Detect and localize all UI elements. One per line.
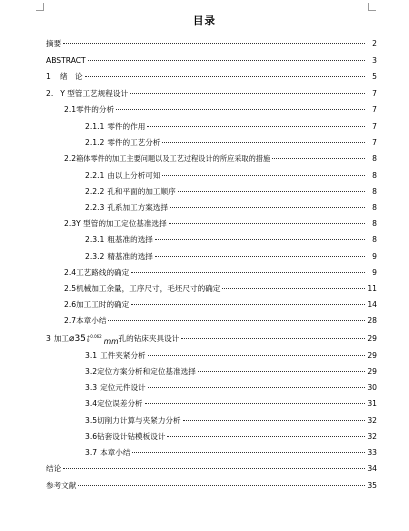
toc-leader-dots [183,420,365,421]
toc-entry-page: 9 [372,252,377,261]
toc-entry-page: 32 [367,432,377,441]
toc-entry-references[interactable] [46,480,377,491]
diameter-tolerance-formula [69,335,118,349]
toc-entry-page: 5 [372,72,377,81]
toc-entry-page: 2 [372,39,377,48]
toc-entry-abstract-cn[interactable] [46,38,377,49]
toc-entry-page: 8 [372,154,377,163]
toc-entry-page: 32 [367,416,377,425]
toc-leader-dots [63,468,365,469]
toc-entry-number: 2. [46,89,54,98]
toc-entry-label: 孔的钻床夹具设计 [118,334,180,343]
toc-entry-page: 29 [367,351,377,360]
toc-entry-label: 绪 论 [59,72,83,81]
toc-entry-1[interactable] [46,71,377,82]
toc-entry-label: 摘要 [46,39,62,48]
toc-entry-label: 零件的作用 [107,122,146,131]
toc-entry-page: 35 [367,481,377,490]
toc-entry-number: 3.2 [85,367,98,376]
toc-entry-page: 7 [372,138,377,147]
toc-entry-conclusion[interactable] [46,463,377,474]
toc-entry-number: 2.2.2 [85,187,105,196]
toc-entry-page: 14 [367,300,377,309]
toc-leader-dots [131,272,365,273]
toc-entry-label: 加工工时的确定 [76,300,130,309]
crop-mark-top-right [368,3,376,11]
toc-entry-label: 精基准的选择 [107,252,153,261]
toc-entry-number: 2.1.1 [85,122,105,131]
toc-entry-2-3[interactable] [64,218,377,229]
toc-leader-dots [162,175,365,176]
toc-entry-page: 33 [367,448,377,457]
toc-entry-page: 9 [372,268,377,277]
toc-entry-page: 7 [372,105,377,114]
toc-entry-label: 工件夹紧分析 [100,351,146,360]
tolerance-stack [87,335,102,343]
toc-entry-number: 3.7 [85,448,98,457]
toc-leader-dots [148,355,365,356]
toc-entry-3-1[interactable] [85,350,377,361]
toc-leader-dots [222,288,365,289]
toc-entry-label: 零件的分析 [76,105,115,114]
toc-entry-3-3[interactable] [85,382,377,393]
toc-entry-page: 29 [367,334,377,343]
toc-entry-number: 1 [46,72,51,81]
toc-entry-page: 8 [372,219,377,228]
toc-leader-dots [170,207,365,208]
toc-entry-page: 30 [367,383,377,392]
toc-entry-label: 定位误差分析 [97,399,143,408]
toc-entry-page: 31 [367,399,377,408]
toc-entry-number: 2.2.3 [85,203,105,212]
toc-entry-label: Y 型管的加工定位基准选择 [76,219,167,228]
toc-leader-dots [145,403,365,404]
toc-entry-2-2-2[interactable] [85,186,377,197]
toc-leader-dots [181,338,365,339]
toc-entry-number: 2.1 [64,105,77,114]
toc-entry-label: 切削力计算与夹紧力分析 [97,416,181,425]
toc-entry-label: 钻套设计钻模板设计 [97,432,166,441]
toc-leader-dots [85,76,365,77]
toc-title: 目录 [193,15,216,27]
toc-entry-page: 7 [372,122,377,131]
toc-entry-page: 8 [372,187,377,196]
toc-entry-number: 2.2 [64,154,77,163]
toc-entry-label: 本章小结 [100,448,131,457]
toc-entry-label-prefix: 加工 [53,334,70,343]
toc-entry-page: 7 [372,89,377,98]
toc-entry-page: 8 [372,171,377,180]
toc-leader-dots [178,191,365,192]
toc-entry-2-1[interactable] [64,104,377,115]
toc-entry-number: 2.3.2 [85,252,105,261]
toc-entry-label: 工艺路线的确定 [76,268,130,277]
toc-entry-label: 机械加工余量，工序尺寸，毛坯尺寸的确定 [76,284,221,293]
toc-leader-dots [162,142,365,143]
upper-tolerance: +0.062 [86,334,102,339]
toc-entry-2-1-1[interactable] [85,121,377,132]
toc-entry-3[interactable] [46,332,377,346]
toc-leader-dots [272,158,365,159]
toc-leader-dots [155,256,365,257]
toc-entry-page: 3 [372,56,377,65]
toc-entry-number: 3.5 [85,416,98,425]
toc-entry-page: 8 [372,203,377,212]
toc-entry-label: 粗基准的选择 [107,235,153,244]
toc-leader-dots [148,387,365,388]
toc-entry-label: 本章小结 [76,316,107,325]
toc-entry-number: 2.3.1 [85,235,105,244]
toc-leader-dots [169,223,365,224]
toc-entry-label: Y 型管工艺规程设计 [60,89,129,98]
toc-entry-number: 3.3 [85,383,98,392]
toc-leader-dots [167,436,365,437]
lower-tolerance: 0 [86,338,90,343]
toc-leader-dots [198,371,365,372]
toc-entry-label: 定位方案分析和定位基准选择 [97,367,196,376]
toc-entry-2-3-1[interactable] [85,234,377,245]
toc-entry-page: 8 [372,235,377,244]
toc-entry-number: 2.6 [64,300,77,309]
toc-entry-label: 孔和平面的加工顺序 [107,187,176,196]
toc-entry-number: 3.6 [85,432,98,441]
toc-entry-page: 29 [367,367,377,376]
toc-entry-number: 2.1.2 [85,138,105,147]
toc-entry-2-6[interactable] [64,299,377,310]
crop-mark-top-left [36,3,44,11]
toc-entry-2-2-3[interactable] [85,202,377,213]
toc-leader-dots [147,126,365,127]
toc-entry-3-7[interactable] [85,447,377,458]
toc-entry-number: 3.4 [85,399,98,408]
toc-entry-page: 28 [367,316,377,325]
toc-entry-3-4[interactable] [85,398,377,409]
toc-entry-abstract-en[interactable] [46,55,377,66]
toc-entry-label: 箱体零件的加工主要问题以及工艺过程设计的所应采取的措施 [76,154,271,163]
toc-entry-2-7[interactable] [64,315,377,326]
toc-entry-number: 2.3 [64,219,77,228]
toc-entry-number: 2.2.1 [85,171,105,180]
toc-entry-number: 2.5 [64,284,77,293]
toc-entry-number: 3.1 [85,351,98,360]
toc-entry-3-6[interactable] [85,431,377,442]
toc-entry-3-2[interactable] [85,366,377,377]
toc-entry-label: ABSTRACT [46,56,86,65]
toc-leader-dots [130,93,365,94]
toc-entry-label: 孔系加工方案选择 [107,203,169,212]
toc-entry-label: 零件的工艺分析 [107,138,161,147]
toc-entry-2-2-1[interactable] [85,170,377,181]
toc-leader-dots [131,304,365,305]
toc-leader-dots [108,320,365,321]
toc-entry-number: 3 [46,334,51,343]
toc-entry-3-5[interactable] [85,415,377,426]
toc-entry-2-2[interactable] [64,153,377,164]
toc-entry-2-5[interactable] [64,283,377,294]
toc-entry-label: 结论 [46,464,62,473]
toc-entry-label: 参考文献 [46,481,77,490]
toc-entry-2-3-2[interactable] [85,251,377,262]
toc-leader-dots [63,43,365,44]
toc-leader-dots [116,109,365,110]
diameter-symbol: ⌀35 [69,334,86,344]
toc-entry-2-4[interactable] [64,267,377,278]
toc-entry-label: 由以上分析可知 [107,171,161,180]
toc-leader-dots [78,485,365,486]
toc-leader-dots [88,60,365,61]
toc-entry-number: 2.7 [64,316,77,325]
toc-entry-2-1-2[interactable] [85,137,377,148]
toc-entry-page: 34 [367,464,377,473]
toc-entry-label: 定位元件设计 [100,383,146,392]
unit-label: mm [103,337,119,346]
toc-entry-2[interactable] [46,88,377,99]
toc-entry-number: 2.4 [64,268,77,277]
toc-leader-dots [132,452,365,453]
toc-leader-dots [155,239,365,240]
toc-entry-page: 11 [367,284,377,293]
